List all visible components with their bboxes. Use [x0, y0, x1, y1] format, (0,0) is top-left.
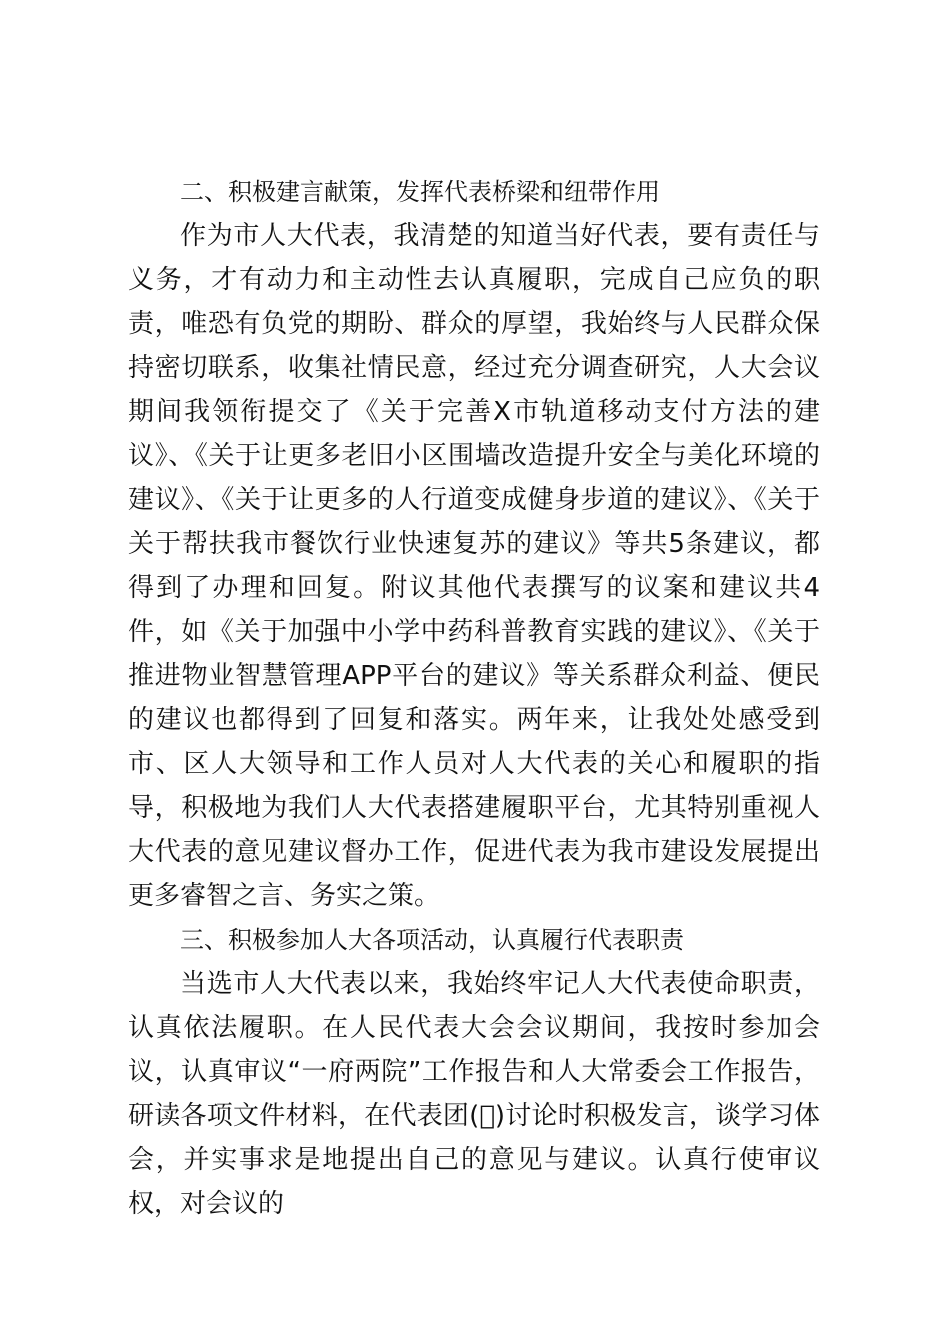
section-heading-3: 三、积极参加人大各项活动，认真履行代表职责: [180, 926, 684, 954]
section-paragraph-3: 当选市人大代表以来，我始终牢记人大代表使命职责，认真依法履职。在人民代表大会会议期间，我按时参加会议，认真审议“一府两院”工作报告和人大常委会工作报告，研读各项文件材料，在代表团( )讨论时积极发言，谈学习体会，并实事求是地提出自己的意见与建议。认真行使审议权，对会议的: [128, 969, 820, 1219]
document-body: [128, 170, 820, 1226]
section-paragraph-2: 作为市人大代表，我清楚的知道当好代表，要有责任与义务，才有动力和主动性去认真履职，完成自己应负的职责，唯恐有负党的期盼、群众的厚望，我始终与人民群众保持密切联系，收集社情民意，经过充分调查研究，人大会议期间我领衔提交了《关于完善X市轨道移动支付方法的建议》、《关于让更多老旧小区围墙改造提升安全与美化环境的建议》、《关于让更多的人行道变成健身步道的建议》、《关于关于帮扶我市餐饮行业快速复苏的建议》等共5条建议，都得到了办理和回复。附议其他代表撰写的议案和建议共4件，如《关于加强中小学中药科普教育实践的建议》、《关于推进物业智慧管理APP平台的建议》等关系群众利益、便民的建议也都得到了回复和落实。两年来，让我处处感受到市、区人大领导和工作人员对人大代表的关心和履职的指导，积极地为我们人大代表搭建履职平台，尤其特别重视人大代表的意见建议督办工作，促进代表为我市建设发展提出更多睿智之言、务实之策。: [128, 221, 820, 911]
section-heading-2: 二、积极建言献策，发挥代表桥梁和纽带作用: [180, 178, 660, 206]
